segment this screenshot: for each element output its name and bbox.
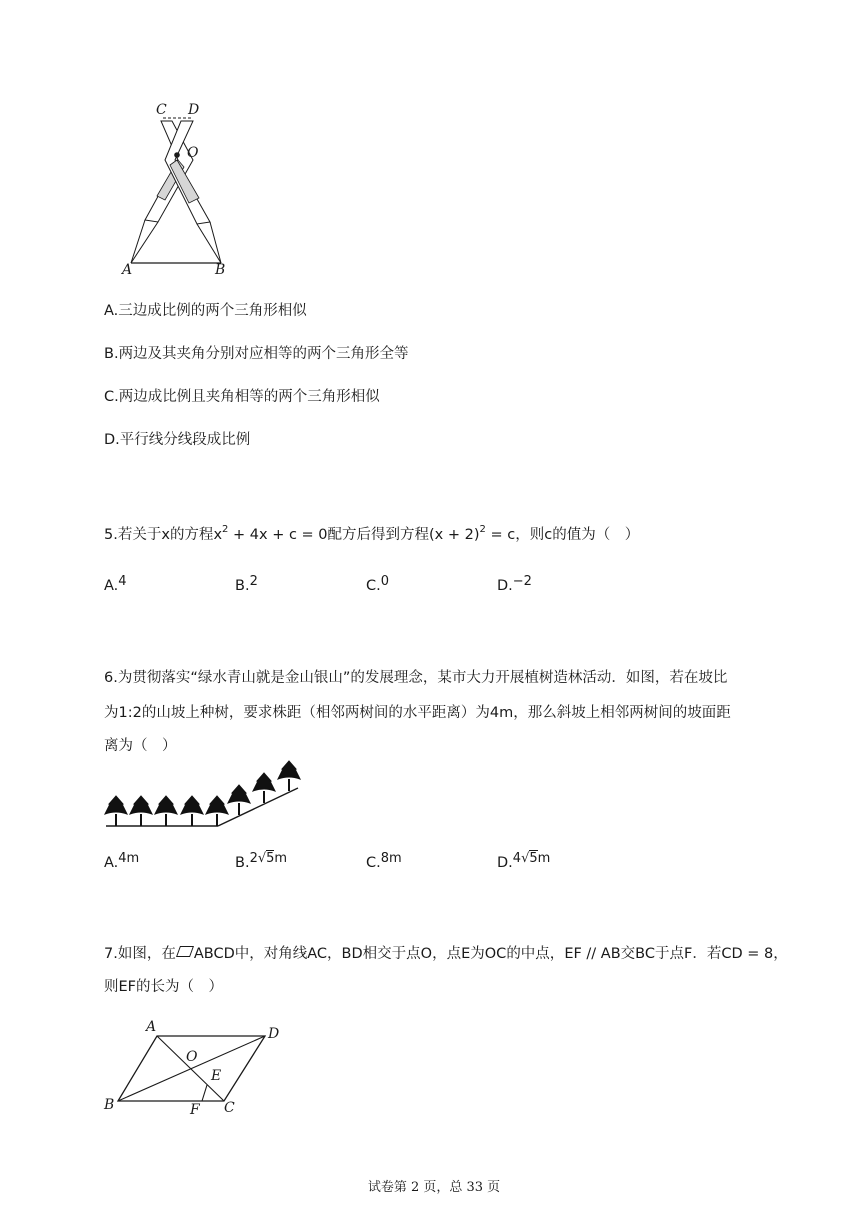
label-o: O xyxy=(187,145,199,161)
option-key: C. xyxy=(366,578,381,594)
stem-text: ，点 xyxy=(432,946,462,962)
question-number: 5. xyxy=(104,527,118,543)
option-text: 三边成比例的两个三角形相似 xyxy=(118,303,307,319)
math-var: BC xyxy=(635,946,655,962)
stem-text: 相交于点 xyxy=(362,946,421,962)
math-exponent: 2 xyxy=(479,524,486,535)
math-var: c xyxy=(544,527,553,543)
stem-text: 配方后得到方程 xyxy=(327,527,430,543)
stem-text: ，则 xyxy=(515,527,545,543)
option-value: 8m xyxy=(380,851,402,866)
math-var: BD xyxy=(341,946,363,962)
option-text: 两边及其夹角分别对应相等的两个三角形全等 xyxy=(118,346,409,362)
math-var: AC xyxy=(307,946,328,962)
option-value: −2 xyxy=(512,574,532,589)
stem-text: ， xyxy=(773,946,788,962)
sqrt-icon: √ xyxy=(521,851,530,866)
label-d: D xyxy=(188,102,200,118)
math-var: EF xyxy=(118,979,137,995)
label-b: B xyxy=(215,262,226,278)
math-var: F xyxy=(684,946,693,962)
q6-line-3: 离为（ ） xyxy=(104,738,177,754)
label-f: F xyxy=(190,1102,200,1118)
math-var: E xyxy=(461,946,471,962)
math-expr: CD = 8 xyxy=(721,946,774,962)
option-radicand: 5 xyxy=(266,851,275,866)
stem-text: 为 xyxy=(470,946,485,962)
option-key: B. xyxy=(235,578,250,594)
math-expr: = c xyxy=(485,527,516,543)
option-radicand: 5 xyxy=(529,851,538,866)
option-key: A. xyxy=(104,855,119,871)
stem-text: 的方程 xyxy=(169,527,214,543)
option-coef: 2 xyxy=(249,851,258,866)
option-key: B. xyxy=(104,346,119,362)
stem-text: 交 xyxy=(620,946,636,962)
stem-text: ，那么斜坡上相邻两树间的坡面距 xyxy=(513,705,731,721)
sqrt-icon: √ xyxy=(257,851,267,866)
option-text: 两边成比例且夹角相等的两个三角形相似 xyxy=(118,389,380,405)
math-expr: x xyxy=(213,527,223,543)
stem-text: 7.如图，在 xyxy=(104,946,176,962)
option-key: A. xyxy=(104,578,119,594)
stem-text: 的长为（ ） xyxy=(136,979,224,995)
option-key: A. xyxy=(104,303,119,319)
option-key: B. xyxy=(235,855,250,871)
label-e: E xyxy=(211,1068,222,1084)
option-coef: 4 xyxy=(512,851,522,866)
option-key: C. xyxy=(366,855,381,871)
stem-text: 的中点， xyxy=(506,946,565,962)
stem-text: ， xyxy=(327,946,342,962)
option-unit: m xyxy=(274,851,288,866)
option-value: 4m xyxy=(118,851,140,866)
stem-text: 的山坡上种树，要求株距（相邻两树间的水平距离）为 xyxy=(141,705,490,721)
label-c: C xyxy=(156,102,167,118)
option-key: D. xyxy=(104,432,120,448)
stem-text: 若关于 xyxy=(117,527,162,543)
stem-text: ．若 xyxy=(692,946,722,962)
option-value: 2 xyxy=(249,574,258,589)
option-value: 0 xyxy=(380,574,390,589)
label-d: D xyxy=(268,1026,280,1042)
math-expr: EF // AB xyxy=(564,946,621,962)
label-b: B xyxy=(104,1097,115,1113)
math-ratio: 1:2 xyxy=(118,705,142,721)
label-a: A xyxy=(146,1019,157,1035)
math-exponent: 2 xyxy=(222,524,229,535)
math-distance: 4m xyxy=(489,705,514,721)
option-key: D. xyxy=(497,855,513,871)
option-value: 4 xyxy=(118,574,127,589)
stem-text: 则 xyxy=(104,979,119,995)
math-var: x xyxy=(161,527,170,543)
option-key: C. xyxy=(104,389,119,405)
math-var: O xyxy=(420,946,433,962)
stem-text: 为 xyxy=(104,705,119,721)
option-unit: m xyxy=(537,851,551,866)
stem-text: 于点 xyxy=(655,946,684,962)
stem-text: 的值为（ ） xyxy=(552,527,640,543)
option-key: D. xyxy=(497,578,513,594)
math-shape: ABCD xyxy=(193,946,235,962)
math-expr: + 4x + c = 0 xyxy=(228,527,328,543)
stem-text: 中，对角线 xyxy=(234,946,308,962)
q6-line-1: 6.为贯彻落实“绿水青山就是金山银山”的发展理念，某市大力开展植树造林活动．如图，若在坡比 xyxy=(104,670,728,686)
label-o: O xyxy=(186,1049,198,1065)
math-var: OC xyxy=(484,946,507,962)
label-a: A xyxy=(122,262,133,278)
math-expr: (x + 2) xyxy=(429,527,480,543)
option-text: 平行线分线段成比例 xyxy=(119,432,251,448)
label-c: C xyxy=(224,1100,235,1116)
page-footer: 试卷第 2 页，总 33 页 xyxy=(367,1180,501,1195)
